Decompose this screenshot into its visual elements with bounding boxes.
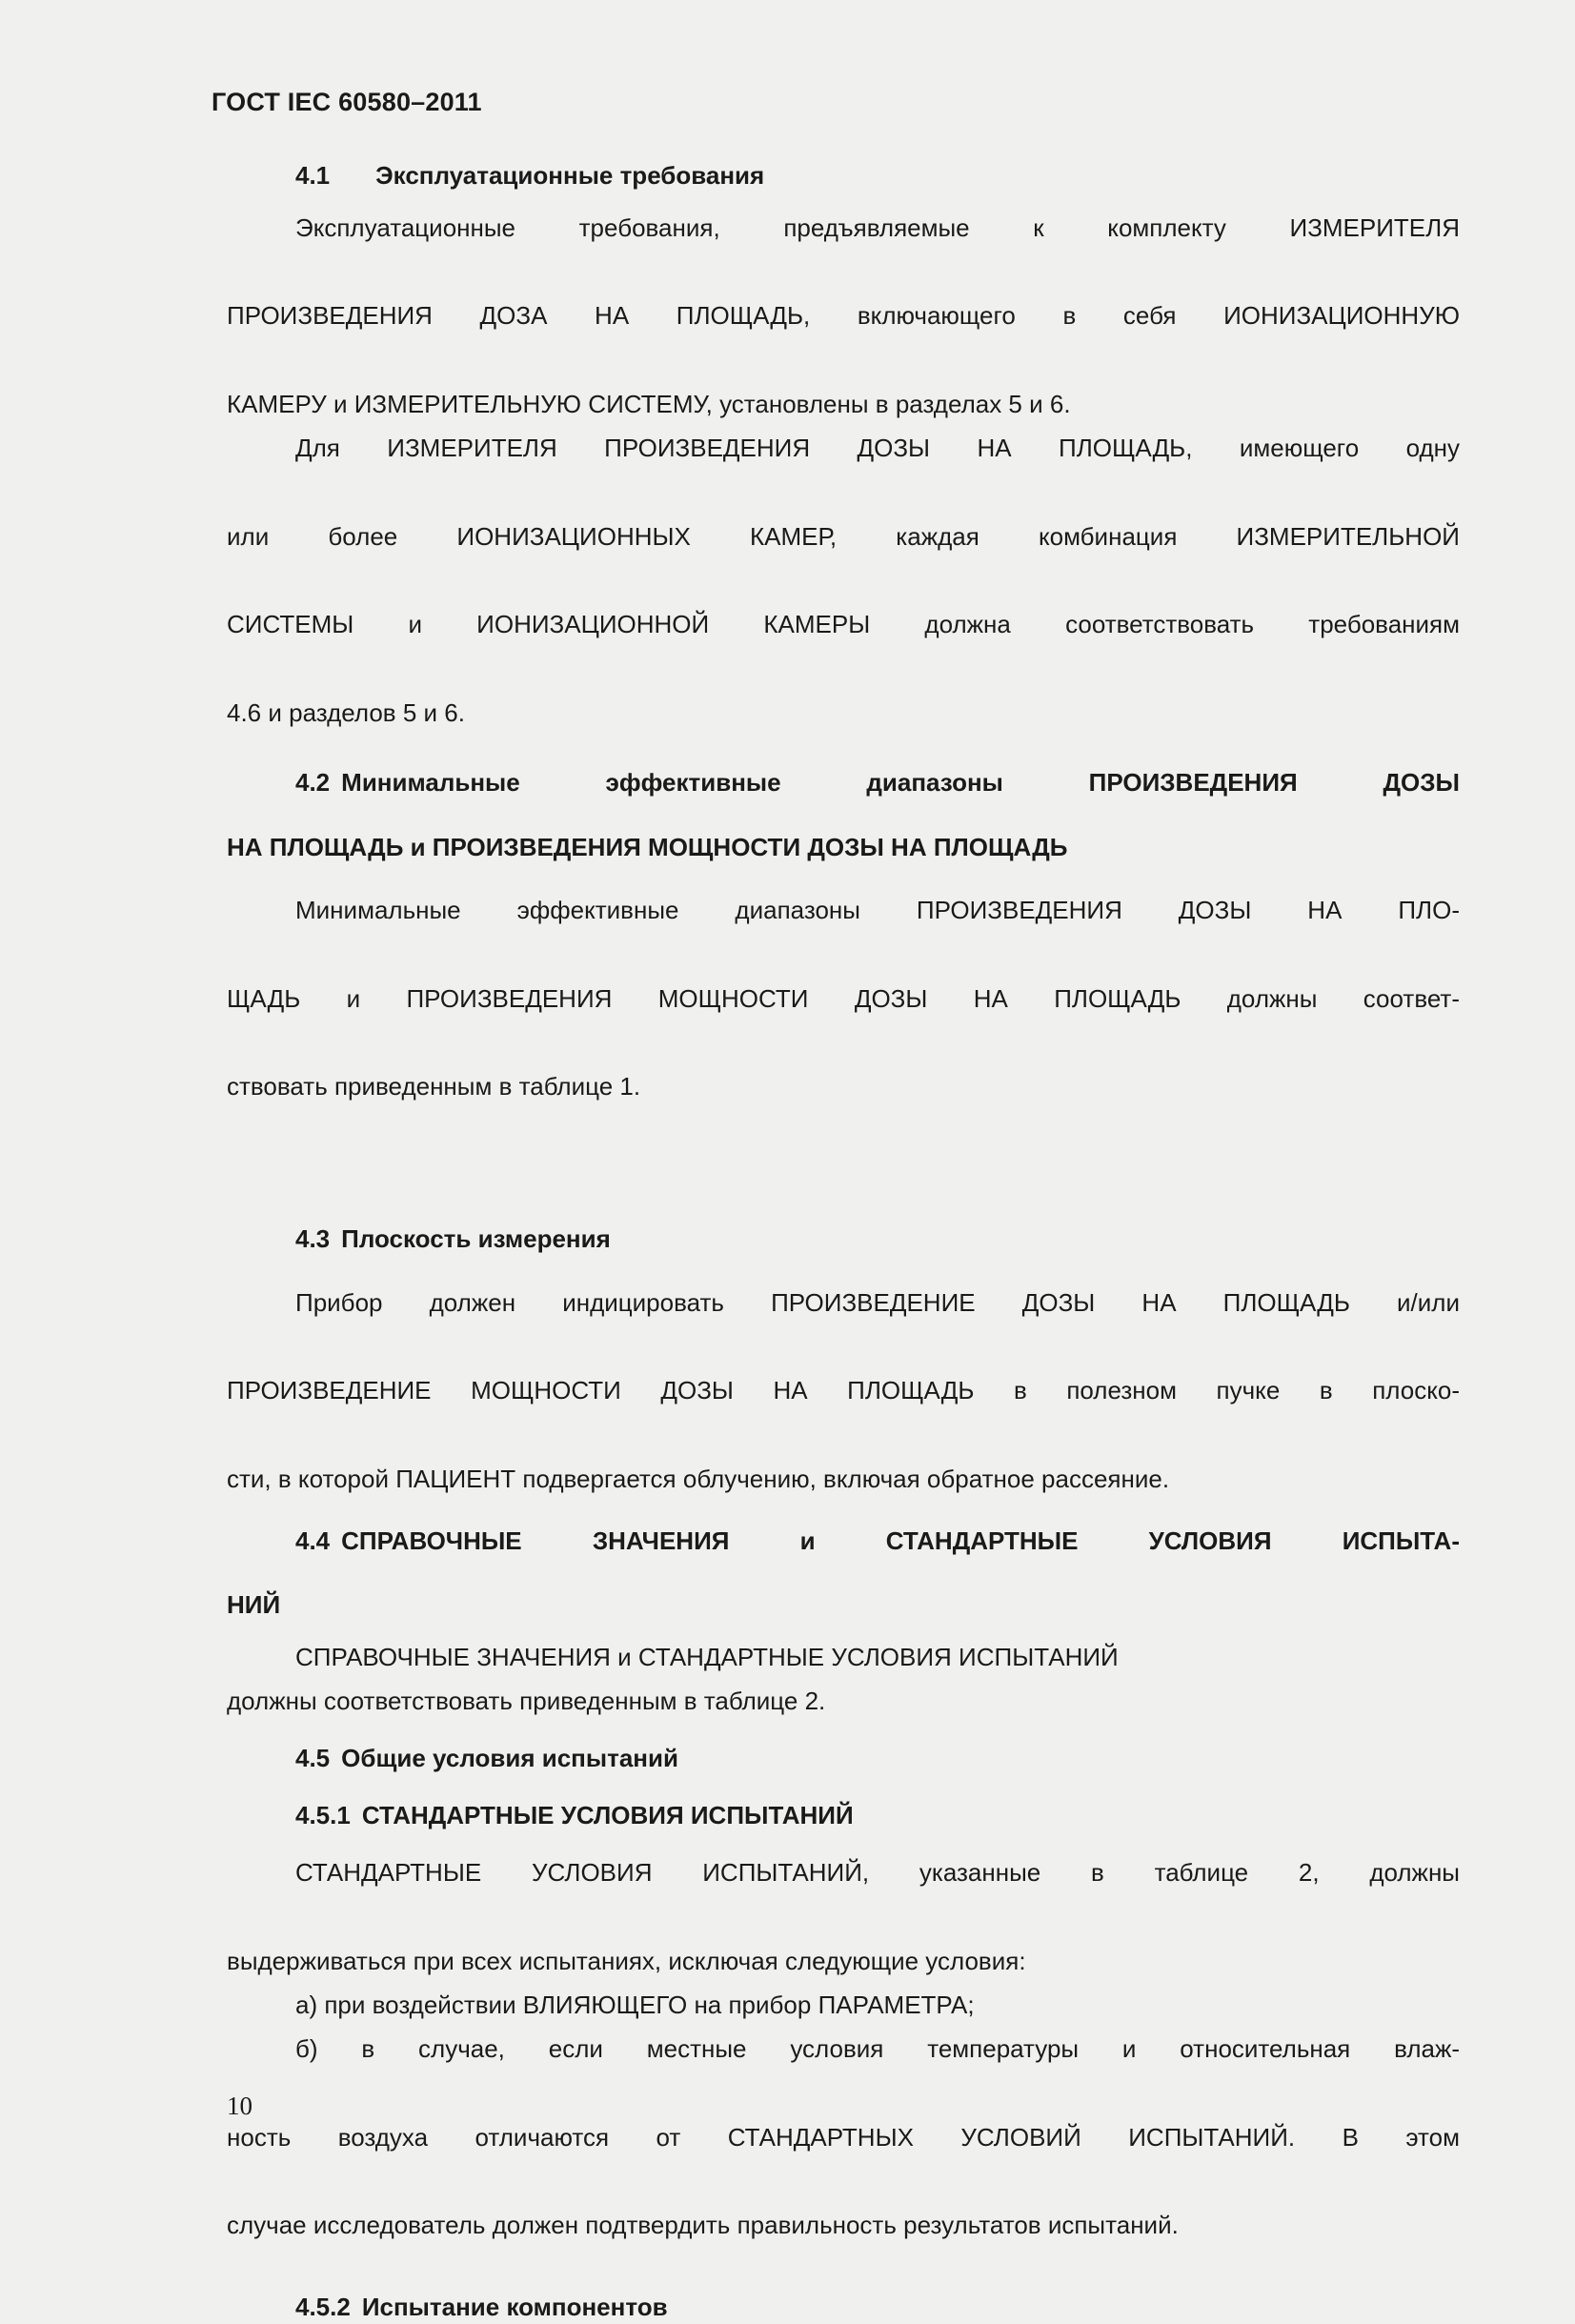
paragraph-text: ствовать приведенным в таблице 1.: [227, 1072, 641, 1101]
spacer: [227, 1831, 1460, 1850]
paragraph-4-1-a-line-3: [227, 382, 1460, 426]
list-item-b-line-1: [227, 2027, 1460, 2115]
paragraph-4-3-line-1: [227, 1281, 1460, 1369]
paragraph-4-5-1-line-1: [227, 1850, 1460, 1939]
heading-4-1: [227, 160, 1460, 192]
heading-4-5-2-number: 4.5.2: [295, 2292, 351, 2321]
heading-4-4-number: 4.4: [295, 1526, 331, 1555]
paragraph-text: выдерживаться при всех испытаниях, исключая следующие условия:: [227, 1946, 1026, 1975]
paragraph-4-3-line-2: [227, 1368, 1460, 1457]
spacer: [227, 1501, 1460, 1526]
heading-4-1-title: Эксплуатационные требования: [375, 161, 765, 190]
heading-4-3: [227, 1223, 1460, 1256]
heading-4-4-title-line-2: НИЙ: [227, 1590, 281, 1620]
paragraph-4-2-line-3: [227, 1064, 1460, 1108]
list-item-b-line-2: [227, 2115, 1460, 2204]
paragraph-4-5-1-line-2: [227, 1939, 1460, 1983]
heading-4-5-number: 4.5: [295, 1743, 331, 1772]
spacer: [227, 1724, 1460, 1743]
paragraph-text: Для ИЗМЕРИТЕЛЯ ПРОИЗВЕДЕНИЯ ДОЗЫ НА ПЛОЩАДЬ, имеющего одну: [295, 434, 1460, 463]
spacer: [227, 1775, 1460, 1800]
paragraph-text: Минимальные эффективные диапазоны ПРОИЗВЕДЕНИЯ ДОЗЫ НА ПЛО-: [295, 896, 1460, 925]
paragraph-text: СТАНДАРТНЫЕ УСЛОВИЯ ИСПЫТАНИЙ, указанные в таблице 2, должны: [295, 1858, 1460, 1888]
spacer: [227, 1256, 1460, 1281]
paragraph-text: сти, в которой ПАЦИЕНТ подвергается облучению, включая обратное рассеяние.: [227, 1464, 1170, 1493]
heading-4-4-line-1: [227, 1526, 1460, 1590]
heading-4-4-title-line-1: СПРАВОЧНЫЕ ЗНАЧЕНИЯ и СТАНДАРТНЫЕ УСЛОВИЯ ИСПЫТА-: [341, 1526, 1460, 1555]
paragraph-4-1-b-line-2: [227, 515, 1460, 603]
list-item-b-text: случае исследователь должен подтвердить правильность результатов испытаний.: [227, 2211, 1179, 2240]
heading-4-5-1-number: 4.5.1: [295, 1800, 351, 1829]
heading-4-1-number: 4.1: [295, 161, 331, 190]
heading-4-4-line-2: [227, 1589, 1460, 1622]
heading-4-5: [227, 1743, 1460, 1775]
heading-4-3-title: Плоскость измерения: [341, 1223, 611, 1253]
paragraph-text: Прибор должен индицировать ПРОИЗВЕДЕНИЕ ДОЗЫ НА ПЛОЩАДЬ и/или: [295, 1287, 1460, 1317]
paragraph-4-2-line-1: [227, 888, 1460, 977]
paragraph-4-1-a-line-2: [227, 293, 1460, 382]
spacer: [227, 863, 1460, 888]
list-item-b-text: ность воздуха отличаются от СТАНДАРТНЫХ УСЛОВИЙ ИСПЫТАНИЙ. В этом: [227, 2122, 1460, 2152]
paragraph-4-4-line-1: [227, 1635, 1460, 1679]
document-header: ГОСТ IEC 60580–2011: [212, 88, 482, 116]
spacer: [227, 2248, 1460, 2292]
heading-4-5-1: [227, 1800, 1460, 1832]
spacer: [227, 192, 1460, 206]
spacer: [227, 1622, 1460, 1635]
paragraph-4-1-a-line-1: [227, 206, 1460, 294]
heading-4-2-title-line-2: НА ПЛОЩАДЬ и ПРОИЗВЕДЕНИЯ МОЩНОСТИ ДОЗЫ НА ПЛОЩАДЬ: [227, 832, 1068, 861]
heading-4-5-2-title: Испытание компонентов: [361, 2292, 668, 2321]
page-number: 10: [227, 2092, 252, 2120]
heading-4-5-2: [227, 2292, 1460, 2324]
paragraph-4-4-line-2: [227, 1679, 1460, 1723]
heading-4-5-1-title: СТАНДАРТНЫЕ УСЛОВИЯ ИСПЫТАНИЙ: [361, 1800, 854, 1829]
heading-4-2-number: 4.2: [295, 767, 331, 797]
paragraph-4-3-line-3: [227, 1457, 1460, 1501]
paragraph-text: ПРОИЗВЕДЕНИЯ ДОЗА НА ПЛОЩАДЬ, включающего в себя ИОНИЗАЦИОННУЮ: [227, 301, 1460, 331]
paragraph-text: должны соответствовать приведенным в таблице 2.: [227, 1687, 826, 1716]
heading-4-3-number: 4.3: [295, 1223, 331, 1253]
heading-4-5-title: Общие условия испытаний: [341, 1743, 678, 1772]
paragraph-text: КАМЕРУ и ИЗМЕРИТЕЛЬНУЮ СИСТЕМУ, установлены в разделах 5 и 6.: [227, 389, 1071, 418]
spacer: [227, 735, 1460, 767]
paragraph-text: или более ИОНИЗАЦИОННЫХ КАМЕР, каждая комбинация ИЗМЕРИТЕЛЬНОЙ: [227, 521, 1460, 551]
paragraph-text: ЩАДЬ и ПРОИЗВЕДЕНИЯ МОЩНОСТИ ДОЗЫ НА ПЛОЩАДЬ должны соответ-: [227, 983, 1460, 1013]
document-body: [227, 160, 1460, 2324]
heading-4-2-line-1: [227, 767, 1460, 832]
spacer: [227, 1109, 1460, 1223]
list-item-a: [227, 1983, 1460, 2027]
paragraph-text: ПРОИЗВЕДЕНИЕ МОЩНОСТИ ДОЗЫ НА ПЛОЩАДЬ в полезном пучке в плоско-: [227, 1376, 1460, 1405]
list-item-a-text: а) при воздействии ВЛИЯЮЩЕГО на прибор ПАРАМЕТРА;: [295, 1991, 975, 2020]
paragraph-4-1-b-line-4: [227, 691, 1460, 735]
paragraph-text: 4.6 и разделов 5 и 6.: [227, 697, 465, 727]
list-item-b-line-3: [227, 2203, 1460, 2247]
paragraph-text: Эксплуатационные требования, предъявляемые к комплекту ИЗМЕРИТЕЛЯ: [295, 212, 1460, 242]
paragraph-4-1-b-line-1: [227, 426, 1460, 515]
list-item-b-text: б) в случае, если местные условия температуры и относительная влаж-: [295, 2034, 1460, 2064]
paragraph-text: СПРАВОЧНЫЕ ЗНАЧЕНИЯ и СТАНДАРТНЫЕ УСЛОВИЯ ИСПЫТАНИЙ: [295, 1643, 1119, 1672]
paragraph-4-1-b-line-3: [227, 602, 1460, 691]
paragraph-4-2-line-2: [227, 977, 1460, 1065]
heading-4-2-line-2: [227, 832, 1460, 864]
paragraph-text: СИСТЕМЫ и ИОНИЗАЦИОННОЙ КАМЕРЫ должна соответствовать требованиям: [227, 610, 1460, 639]
heading-4-2-title-line-1: Минимальные эффективные диапазоны ПРОИЗВЕДЕНИЯ ДОЗЫ: [341, 767, 1460, 797]
